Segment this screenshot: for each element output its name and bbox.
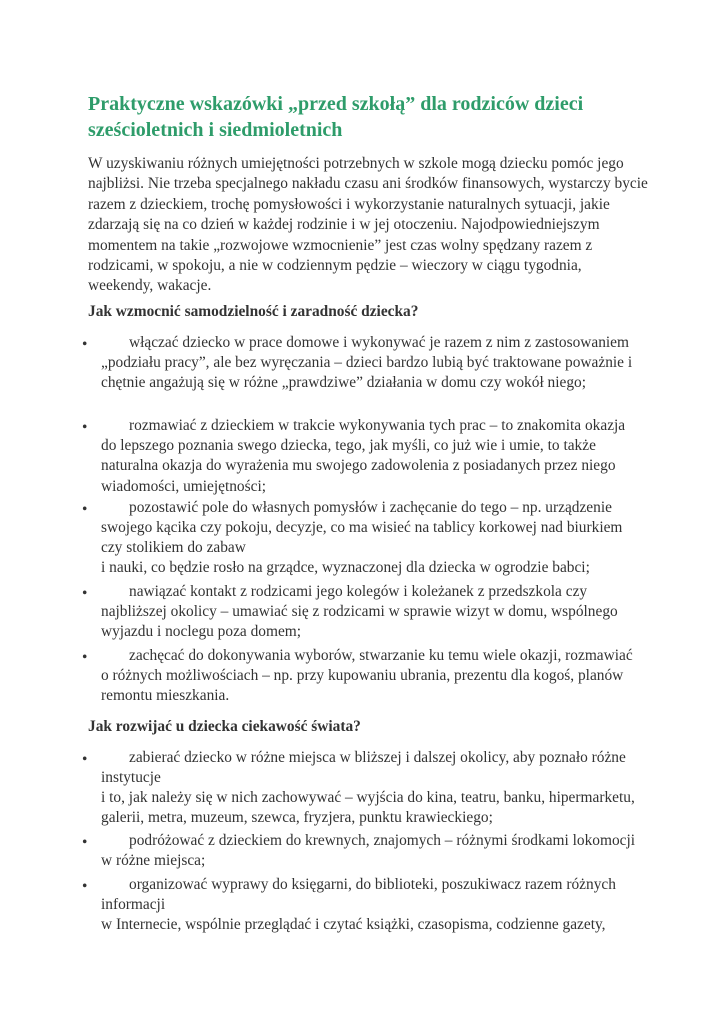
list-item-text: zabierać dziecko w różne miejsca w bliższej i dalszej okolicy, aby poznało różne instytucje (101, 749, 626, 787)
bullet-icon: • (82, 419, 88, 436)
list-item-text: organizować wyprawy do księgarni, do biblioteki, poszukiwacz razem różnych informacji (101, 876, 616, 914)
bullet-icon: • (82, 649, 88, 666)
list-item (101, 333, 641, 394)
list-item-continuation: w Internecie, wspólnie przeglądać i czytać książki, czasopisma, codzienne gazety, (101, 916, 606, 933)
list-item-text: podróżować z dzieckiem do krewnych, znajomych – różnymi środkami lokomocji w różne miejsca; (101, 832, 636, 870)
list-item-text: rozmawiać z dzieckiem w trakcie wykonywania tych prac – to znakomita okazja do lepszego poznania swego dziecka, tego, jak myśli, co już wie i umie, to także naturalna okazja do wyrażenia mu swojego zadowolenia z posiadanych przez niego wiadomości, umiejętności; (101, 417, 626, 495)
list-item-continuation: i to, jak należy się w nich zachowywać – wyjścia do kina, teatru, banku, hipermarketu, galerii, metra, muzeum, szewca, fryzjera, punktu krawieckiego; (101, 789, 635, 827)
section-heading-independence: Jak wzmocnić samodzielność i zaradność dziecka? (88, 303, 419, 320)
list-item (101, 748, 641, 788)
bullet-icon: • (82, 336, 88, 353)
list-item-text: zachęcać do dokonywania wyborów, stwarzanie ku temu wiele okazji, rozmawiać o różnych możliwościach – np. przy kupowaniu ubrania, prezentu dla kogoś, planów remontu mieszkania. (101, 647, 633, 705)
list-item (101, 416, 641, 497)
list-item-text: włączać dziecko w prace domowe i wykonywać je razem z nim z zastosowaniem „podziału pracy”, ale bez wyręczania – dzieci bardzo lubią być traktowane poważnie i chętnie angażują się w różne „prawdziwe” działania w domu czy wokół niego; (101, 334, 633, 392)
list-item-text: pozostawić pole do własnych pomysłów i zachęcanie do tego – np. urządzenie swojego kącika czy pokoju, decyzje, co ma wisieć na tablicy korkowej nad biurkiem czy stolikiem do zabaw (101, 499, 623, 557)
bullet-icon: • (82, 751, 88, 768)
list-item (101, 875, 641, 915)
list-item-text: nawiązać kontakt z rodzicami jego kolegów i koleżanek z przedszkola czy najbliższej okolicy – umawiać się z rodzicami w sprawie wizyt w domu, wspólnego wyjazdu i noclegu poza domem; (101, 583, 618, 641)
list-item (101, 831, 641, 871)
list-item (101, 646, 641, 707)
section-heading-curiosity: Jak rozwijać u dziecka ciekawość świata? (88, 718, 361, 735)
intro-paragraph: W uzyskiwaniu różnych umiejętności potrzebnych w szkole mogą dziecku pomóc jego najbliżsi. Nie trzeba specjalnego nakładu czasu ani środków finansowych, wystarczy bycie razem z dzieckiem, trochę pomysłowości i wykorzystanie naturalnych sytuacji, jakie zdarzają się na co dzień w każdej rodzinie i w jej otoczeniu. Najodpowiedniejszym momentem na takie „rozwojowe wzmocnienie” jest czas wolny spędzany razem z rodzicami, w spokoju, a nie w codziennym pędzie – wieczory w ciągu tygodnia, weekendy, wakacje. (88, 155, 648, 295)
bullet-icon: • (82, 878, 88, 895)
bullet-icon: • (82, 585, 88, 602)
list-item-continuation: i nauki, co będzie rosło na grządce, wyznaczonej dla dziecka w ogrodzie babci; (101, 559, 590, 576)
bullet-icon: • (82, 834, 88, 851)
page-title: Praktyczne wskazówki „przed szkołą” dla rodziców dzieci sześcioletnich i siedmioletnich (88, 93, 584, 141)
bullet-icon: • (82, 501, 88, 518)
list-item (101, 582, 641, 643)
list-item (101, 498, 641, 559)
